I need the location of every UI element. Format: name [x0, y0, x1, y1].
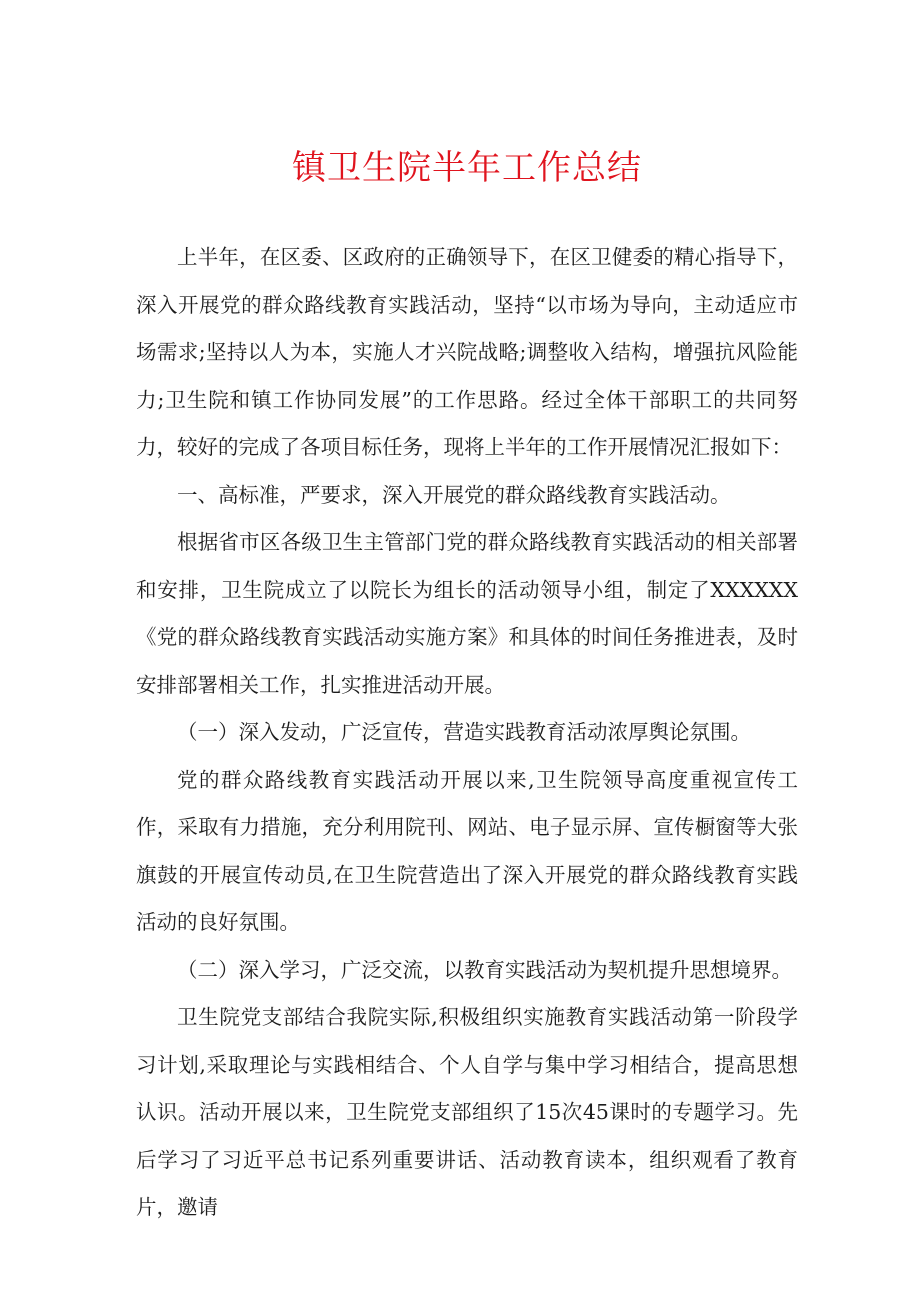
body-paragraph: 卫生院党支部结合我院实际,积极组织实施教育实践活动第一阶段学习计划,采取理论与实践相结合、个人自学与集中学习相结合，提高思想认识。活动开展以来，卫生院党支部组织了15次45课时的专题学习。先后学习了习近平总书记系列重要讲话、活动教育读本，组织观看了教育片，邀请 — [136, 1005, 798, 1219]
subsection-heading-1: （一）深入发动，广泛宣传，营造实践教育活动浓厚舆论氛围。 — [177, 720, 751, 744]
body-paragraph: 党的群众路线教育实践活动开展以来,卫生院领导高度重视宣传工作，采取有力措施，充分利用院刊、网站、电子显示屏、宣传橱窗等大张旗鼓的开展宣传动员,在卫生院营造出了深入开展党的群众路线教育实践活动的良好氛围。 — [136, 767, 798, 934]
document-title: 镇卫生院半年工作总结 — [292, 148, 642, 188]
section-heading-1: 一、高标准，严要求，深入开展党的群众路线教育实践活动。 — [177, 482, 731, 507]
document-body — [136, 234, 798, 1232]
intro-paragraph: 上半年，在区委、区政府的正确领导下，在区卫健委的精心指导下，深入开展党的群众路线教育实践活动，坚持“以市场为导向，主动适应市场需求;坚持以人为本，实施人才兴院战略;调整收入结构，增强抗风险能力;卫生院和镇工作协同发展”的工作思路。经过全体干部职工的共同努力，较好的完成了各项目标任务，现将上半年的工作开展情况汇报如下： — [136, 245, 798, 459]
body-paragraph: 根据省市区各级卫生主管部门党的群众路线教育实践活动的相关部署和安排，卫生院成立了以院长为组长的活动领导小组，制定了XXXXXX《党的群众路线教育实践活动实施方案》和具体的时间任务推进表，及时安排部署相关工作，扎实推进活动开展。 — [136, 530, 798, 697]
subsection-heading-2: （二）深入学习，广泛交流，以教育实践活动为契机提升思想境界。 — [177, 957, 792, 982]
